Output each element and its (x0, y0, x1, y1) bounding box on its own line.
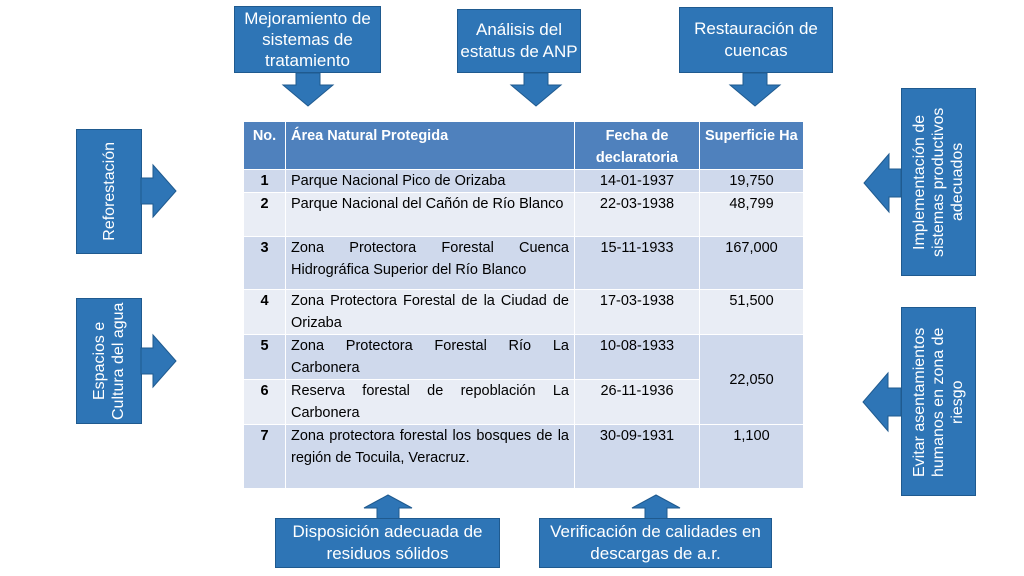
tratamiento-arrow (282, 73, 334, 107)
cell-area: Zona Protectora Forestal Cuenca Hidrográfica Superior del Río Blanco (286, 237, 575, 290)
cell-superficie: 19,750 (700, 170, 804, 193)
cell-fecha: 14-01-1937 (575, 170, 700, 193)
cell-no: 7 (244, 425, 286, 489)
analisis-label: Análisis del estatus de ANP (460, 20, 578, 61)
analisis-arrow (510, 73, 562, 107)
reforestacion-arrow (141, 164, 177, 218)
reforestacion-label: Reforestación (100, 142, 118, 241)
cell-fecha: 17-03-1938 (575, 290, 700, 335)
asentamientos-arrow (862, 372, 902, 432)
cell-area: Zona protectora forestal los bosques de la región de Tocuila, Veracruz. (286, 425, 575, 489)
residuos-label: Disposición adecuada de residuos sólidos (292, 522, 483, 563)
cell-area: Reserva forestal de repoblación La Carbonera (286, 380, 575, 425)
cuencas-label: Restauración de cuencas (694, 19, 818, 60)
header-superficie: Superficie Ha (700, 122, 804, 170)
descargas-arrow (631, 494, 681, 520)
cell-superficie: 48,799 (700, 193, 804, 237)
analisis-box (457, 9, 581, 73)
asentamientos-box (901, 307, 976, 496)
sistemas-productivos-label: Implementación de sistemas productivos adecuados (911, 107, 966, 257)
cultura-agua-label: Espacios e Cultura del agua (91, 302, 127, 420)
descargas-label: Verificación de calidades en descargas de a.r. (550, 522, 761, 563)
table-row (244, 170, 804, 193)
residuos-box (275, 518, 500, 568)
header-fecha: Fecha de declaratoria (575, 122, 700, 170)
cell-fecha: 26-11-1936 (575, 380, 700, 425)
table-row (244, 237, 804, 290)
cell-no: 1 (244, 170, 286, 193)
table-header-row (244, 122, 804, 170)
cell-superficie: 1,100 (700, 425, 804, 489)
table-row (244, 290, 804, 335)
cell-superficie: 22,050 (700, 335, 804, 425)
header-no: No. (244, 122, 286, 170)
cell-no: 3 (244, 237, 286, 290)
cell-fecha: 30-09-1931 (575, 425, 700, 489)
tratamiento-box (234, 6, 381, 73)
cuencas-arrow (729, 73, 781, 107)
cell-area: Zona Protectora Forestal de la Ciudad de Orizaba (286, 290, 575, 335)
cell-area: Parque Nacional del Cañón de Río Blanco (286, 193, 575, 237)
cell-no: 5 (244, 335, 286, 380)
cell-fecha: 10-08-1933 (575, 335, 700, 380)
cell-superficie: 51,500 (700, 290, 804, 335)
asentamientos-label: Evitar asentamientos humanos en zona de riesgo (911, 326, 966, 477)
cultura-agua-box (76, 298, 142, 424)
cell-superficie: 167,000 (700, 237, 804, 290)
reforestacion-box (76, 129, 142, 254)
sistemas-productivos-arrow (863, 153, 902, 213)
table-row (244, 335, 804, 380)
cell-area: Parque Nacional Pico de Orizaba (286, 170, 575, 193)
table-row (244, 193, 804, 237)
cell-no: 2 (244, 193, 286, 237)
cuencas-box (679, 7, 833, 73)
anp-table (243, 121, 804, 489)
cultura-agua-arrow (141, 334, 177, 388)
header-area: Área Natural Protegida (286, 122, 575, 170)
cell-fecha: 15-11-1933 (575, 237, 700, 290)
cell-no: 6 (244, 380, 286, 425)
tratamiento-label: Mejoramiento de sistemas de tratamiento (244, 9, 371, 70)
table-row (244, 425, 804, 489)
descargas-box (539, 518, 772, 568)
sistemas-productivos-box (901, 88, 976, 276)
residuos-arrow (363, 494, 413, 520)
cell-fecha: 22-03-1938 (575, 193, 700, 237)
cell-no: 4 (244, 290, 286, 335)
cell-area: Zona Protectora Forestal Río La Carbonera (286, 335, 575, 380)
